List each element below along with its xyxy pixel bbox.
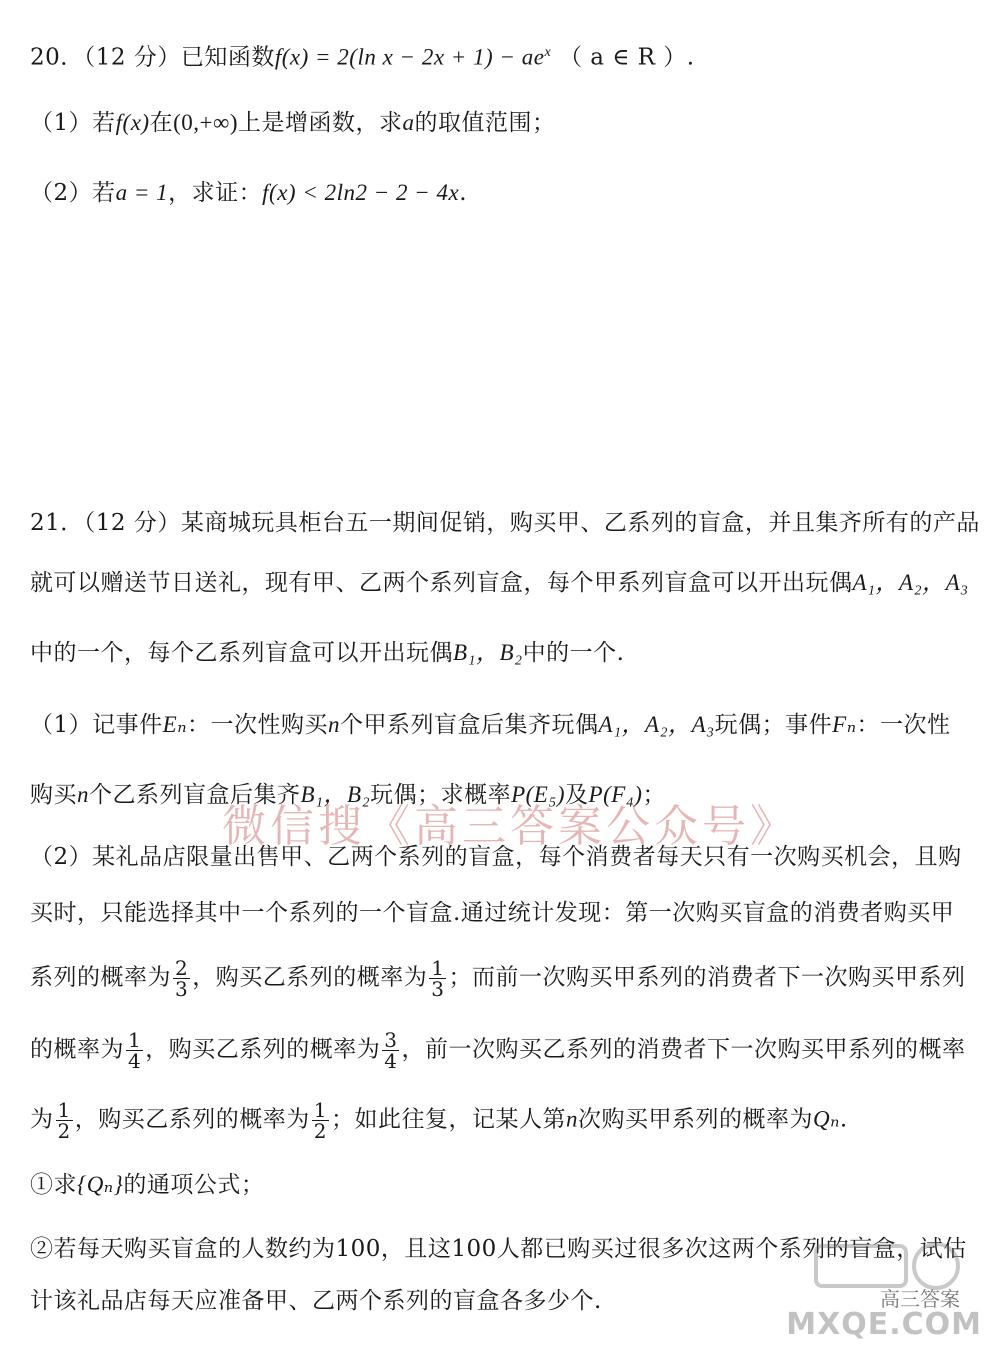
q20-part1-mid: 在	[149, 110, 174, 136]
q21-var-n: n	[328, 712, 341, 737]
q21-text: .	[839, 1106, 848, 1133]
q21-text: 个甲系列盲盒后集齐玩偶	[340, 712, 599, 738]
fraction	[382, 1030, 399, 1071]
q20-part1-prefix: （1）若	[30, 110, 116, 136]
q21-text: ：一次性	[856, 712, 951, 738]
q20-part2-condition: a = 1	[115, 180, 169, 205]
q21-text: 个乙系列盲盒后集齐	[89, 782, 301, 808]
q21-text: 及	[565, 782, 589, 808]
logo-domain: MXQE.COM	[786, 1307, 982, 1342]
q20-part1-fx: f(x)	[115, 110, 150, 135]
q21-line3	[30, 638, 972, 668]
q21-text: 系列的概率为	[30, 964, 171, 991]
logo-subtitle: 高三答案	[880, 1287, 960, 1311]
q21-text: 玩偶；事件	[714, 712, 833, 738]
q21-line2-math: A₁，A₂，A₃	[852, 570, 969, 595]
q20-domain: （ a ∈ R ）.	[558, 44, 695, 71]
q20-part1-end: 的取值范围；	[414, 110, 556, 136]
q21-var-qn: Qₙ	[812, 1106, 840, 1132]
q21-line2	[30, 568, 972, 598]
fraction	[429, 958, 446, 999]
q21-part2-line1: （2）某礼品店限量出售甲、乙两个系列的盲盒，每个消费者每天只有一次购买机会，且购	[30, 844, 962, 870]
fraction	[173, 958, 190, 999]
q21-prob-f4: P(F₄)	[588, 782, 643, 807]
q21-sub2-line1: ②若每天购买盲盒的人数约为100，且这100人都已购买过很多次这两个系列的盲盒，试估	[30, 1236, 967, 1262]
q20-part1-interval: (0,+∞)	[173, 110, 238, 135]
q21-text: ；如此往复，记某人第	[330, 1106, 566, 1133]
q21-text: 购买	[30, 782, 77, 808]
q21-line3-math: B₁，B₂	[453, 640, 523, 665]
q21-toys-a: A₁，A₂，A₃	[598, 712, 715, 737]
q20-part1	[30, 108, 972, 138]
fraction	[312, 1100, 329, 1141]
q21-text: ；	[642, 782, 666, 808]
fraction	[126, 1030, 143, 1071]
fraction-denominator: 2	[57, 1119, 71, 1143]
q21-toys-b: B₁，B₂	[300, 782, 371, 807]
fraction-denominator: 4	[384, 1049, 398, 1073]
q21-var-n: n	[565, 1106, 578, 1132]
q21-sequence-qn: {Qₙ}	[77, 1172, 124, 1197]
q20-part2-prefix: （2）若	[30, 180, 116, 206]
q21-part2-line3	[30, 958, 972, 999]
q21-event-e: Eₙ	[162, 712, 188, 737]
q21-text: ，购买乙系列的概率为	[192, 964, 428, 991]
q20-part2	[30, 178, 972, 208]
q20-function: f(x) = 2(ln x − 2x + 1) − ae	[274, 44, 545, 70]
q21-part1-label: （1）记事件	[30, 712, 163, 738]
q20-part1-suffix: 上是增函数，求	[238, 110, 403, 136]
q20-exponent: x	[544, 45, 552, 60]
q21-text: 的概率为	[30, 1036, 124, 1063]
q21-line1: 21．（12 分）某商城玩具柜台五一期间促销，购买甲、乙系列的盲盒，并且集齐所有的产品	[30, 510, 980, 536]
watermark-text: 微信搜《高三答案公众号》	[222, 801, 798, 852]
q21-line3-text: 中的一个，每个乙系列盲盒可以开出玩偶	[30, 640, 453, 666]
q21-line2-text: 就可以赠送节日送礼，现有甲、乙两个系列盲盒，每个甲系列盲盒可以开出玩偶	[30, 570, 853, 596]
q21-prob-e5: P(E₅)	[511, 782, 566, 807]
q21-text: ，购买乙系列的概率为	[74, 1106, 310, 1133]
q21-text: 次购买甲系列的概率为	[577, 1106, 813, 1133]
q21-event-f: Fₙ	[832, 712, 857, 737]
q20-part2-end: .	[459, 180, 468, 206]
q21-part1-line1	[30, 710, 972, 740]
q21-line3-end: 中的一个.	[522, 640, 625, 666]
q21-sub2-line2: 计该礼品店每天应准备甲、乙两个系列的盲盒各多少个.	[30, 1288, 602, 1314]
fraction	[56, 1100, 73, 1141]
fraction-denominator: 4	[128, 1049, 142, 1073]
q21-sub1	[30, 1170, 972, 1200]
q21-part2-line4	[30, 1030, 972, 1071]
fraction-numerator: 1	[57, 1098, 71, 1122]
q21-text: 玩偶；求概率	[370, 782, 512, 808]
fraction-numerator: 1	[128, 1028, 142, 1052]
q21-var-n: n	[77, 782, 89, 807]
fraction-denominator: 3	[431, 977, 445, 1001]
fraction-denominator: 3	[175, 977, 189, 1001]
q21-text: ，前一次购买乙系列的消费者下一次购买甲系列的概率	[401, 1036, 966, 1063]
fraction-numerator: 2	[175, 956, 189, 980]
q21-part2-line2: 买时，只能选择其中一个系列的一个盲盒.通过统计发现：第一次购买盲盒的消费者购买甲	[30, 900, 955, 926]
q21-text: 的通项公式；	[123, 1172, 265, 1198]
fraction-numerator: 1	[431, 956, 445, 980]
q21-text: ，购买乙系列的概率为	[145, 1036, 381, 1063]
q21-text: 为	[30, 1106, 54, 1133]
q21-part2-line5	[30, 1100, 972, 1141]
q21-text: ：一次性购买	[187, 712, 329, 738]
q20-header	[30, 38, 972, 73]
q20-part2-inequality: f(x) < 2ln2 − 2 − 4x	[262, 180, 460, 205]
fraction-numerator: 1	[313, 1098, 327, 1122]
q20-title: 20．（12 分）已知函数	[30, 44, 275, 71]
q21-text: ①求	[30, 1172, 77, 1198]
q20-part2-mid: ，求证：	[168, 180, 263, 206]
q21-text: ；而前一次购买甲系列的消费者下一次购买甲系列	[448, 964, 966, 991]
q20-part1-var: a	[402, 110, 415, 135]
fraction-numerator: 3	[384, 1028, 398, 1052]
fraction-denominator: 2	[313, 1119, 327, 1143]
